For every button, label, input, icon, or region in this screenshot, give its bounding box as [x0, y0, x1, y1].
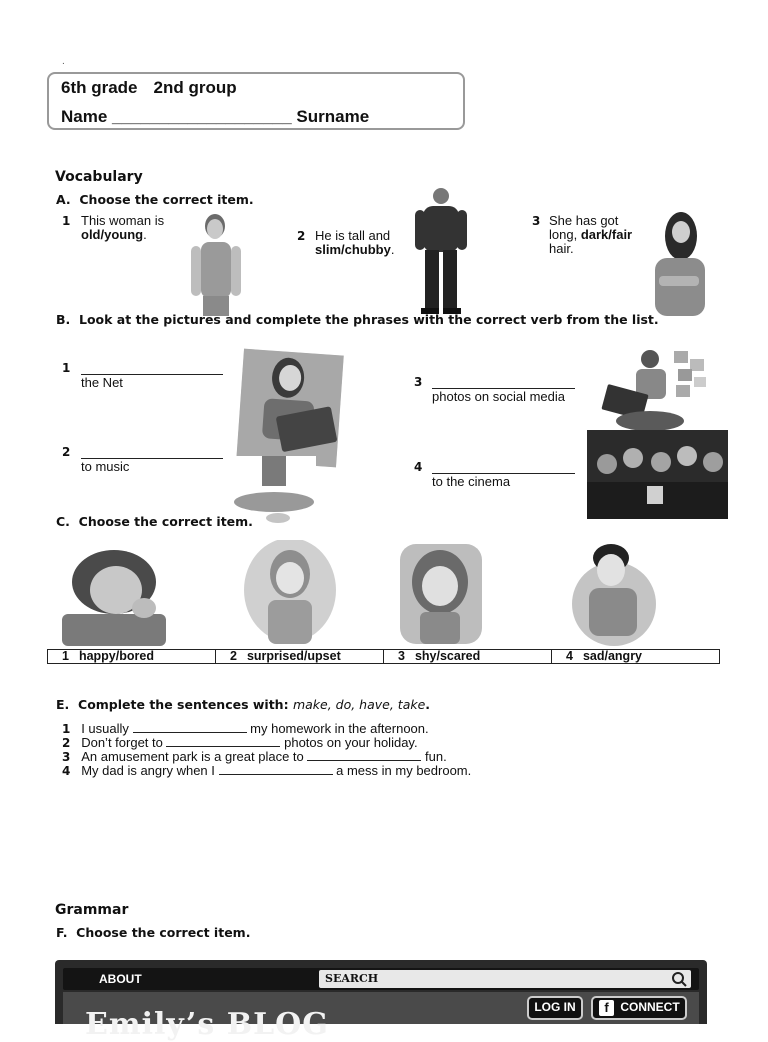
blog-title: Emily’s BLOG [85, 1007, 329, 1042]
task-a-instruction [56, 192, 254, 207]
c-option-4-num: 4 [566, 649, 573, 663]
scared-girl-illustration [398, 542, 484, 646]
a-item-3-line2-pre: long, [549, 227, 581, 242]
e-sentence-2-blank[interactable] [166, 734, 280, 747]
e-sentence-3-blank[interactable] [307, 748, 421, 761]
a-item-2-choice[interactable]: slim/chubby [315, 242, 391, 257]
cinema-audience-photo [587, 430, 728, 519]
c-options-table [47, 649, 720, 664]
group-label: 2nd group [153, 78, 237, 97]
grammar-heading: Grammar [55, 902, 129, 918]
e-sentence-4-blank[interactable] [219, 762, 333, 775]
a-item-2-line1: He is tall and [315, 228, 391, 243]
c-option-3-num: 3 [398, 649, 405, 663]
task-b-instruction [56, 312, 659, 327]
chubby-man-photo [413, 186, 469, 316]
b-item-1-blank[interactable] [81, 362, 223, 375]
student-info-box [47, 72, 465, 130]
blog-mockup [55, 960, 707, 1042]
task-e-words: make, do, have, take [292, 697, 426, 712]
a-item-1-num: 1 [62, 214, 71, 228]
a-item-1-period: . [143, 227, 147, 242]
c-option-1[interactable] [48, 650, 216, 663]
e-sentence-4 [62, 762, 471, 778]
blog-about-link[interactable]: ABOUT [99, 972, 142, 986]
name-blank[interactable]: ___________________ [112, 107, 292, 126]
a-item-2-period: . [390, 242, 395, 257]
a-item-3-choice[interactable]: dark/fair [580, 227, 633, 242]
task-a-letter: A. [56, 192, 71, 207]
task-b-letter: B. [56, 312, 71, 327]
name-line [61, 107, 369, 127]
search-icon[interactable] [671, 971, 687, 987]
b-item-4-phrase: to the cinema [432, 474, 511, 489]
dark-hair-woman-photo [647, 212, 709, 316]
c-option-3-text: shy/scared [414, 649, 481, 663]
task-b-text: Look at the pictures and complete the phrases with the correct verb from the list. [79, 312, 659, 327]
login-button[interactable]: LOG IN [527, 996, 583, 1020]
b-item-2-blank[interactable] [81, 446, 223, 459]
e-sentence-3-num: 3 [62, 750, 71, 764]
vocabulary-heading: Vocabulary [55, 169, 143, 185]
c-option-4-text: sad/angry [582, 649, 643, 663]
b-item-1-phrase: the Net [81, 375, 123, 390]
b-item-3-num: 3 [414, 375, 423, 389]
task-a-text: Choose the correct item. [79, 192, 254, 207]
e-sentence-1-before: I usually [81, 721, 129, 736]
a-item-3-text [549, 214, 649, 256]
a-item-1-choice[interactable]: old/young [81, 227, 144, 242]
name-label: Name [61, 107, 108, 126]
task-c-text: Choose the correct item. [78, 514, 253, 529]
task-c-letter: C. [56, 514, 70, 529]
young-woman-photo [187, 212, 245, 316]
grade-line [61, 78, 237, 98]
task-e-end: . [425, 697, 431, 712]
connect-label: CONNECT [620, 1000, 680, 1014]
stray-dot: . [62, 56, 65, 67]
e-sentence-1-after: my homework in the afternoon. [250, 721, 429, 736]
e-sentence-2-before: Don’t forget to [81, 735, 163, 750]
e-sentence-1-num: 1 [62, 722, 71, 736]
blog-topbar [63, 968, 699, 990]
angry-boy-illustration [567, 542, 661, 646]
task-e-instruction [56, 697, 430, 712]
e-sentence-3-before: An amusement park is a great place to [81, 749, 304, 764]
bored-girl-illustration [58, 548, 168, 646]
c-option-2[interactable] [216, 650, 384, 663]
a-item-3-num: 3 [532, 214, 541, 228]
task-f-text: Choose the correct item. [76, 925, 251, 940]
blog-search-bar[interactable] [319, 970, 691, 988]
a-item-3-line1: She has got [549, 213, 619, 228]
man-laptop-photos-photo [598, 345, 712, 441]
b-item-4-blank[interactable] [432, 461, 575, 474]
task-e-letter: E. [56, 697, 70, 712]
surname-label: Surname [296, 107, 370, 126]
c-option-1-num: 1 [62, 649, 69, 663]
c-option-2-num: 2 [230, 649, 237, 663]
task-c-instruction [56, 514, 253, 529]
c-option-2-text: surprised/upset [246, 649, 341, 663]
e-sentence-2-after: photos on your holiday. [284, 735, 418, 750]
c-option-3[interactable] [384, 650, 552, 663]
surprised-girl-illustration [236, 540, 344, 646]
b-item-2-num: 2 [62, 445, 71, 459]
task-f-instruction [56, 925, 250, 940]
b-item-3-phrase: photos on social media [432, 389, 565, 404]
girl-laptop-photo [236, 349, 344, 468]
a-item-3-line3: hair. [549, 241, 574, 256]
task-f-letter: F. [56, 925, 68, 940]
e-sentence-2-num: 2 [62, 736, 71, 750]
task-e-text: Complete the sentences with: [78, 697, 289, 712]
a-item-2-text [315, 229, 415, 257]
a-item-2-num: 2 [297, 229, 306, 243]
b-item-4-num: 4 [414, 460, 423, 474]
e-sentence-4-num: 4 [62, 764, 71, 778]
blog-banner [63, 992, 699, 1042]
b-item-1-num: 1 [62, 361, 71, 375]
connect-button[interactable] [591, 996, 687, 1020]
c-option-1-text: happy/bored [78, 649, 154, 663]
c-option-4[interactable] [552, 650, 719, 663]
b-item-3-blank[interactable] [432, 376, 575, 389]
a-item-1-text [81, 214, 181, 242]
a-item-1-line1: This woman is [81, 213, 165, 228]
facebook-icon: f [599, 1000, 614, 1016]
e-sentence-4-before: My dad is angry when I [81, 763, 215, 778]
e-sentence-1-blank[interactable] [133, 720, 247, 733]
b-item-2-phrase: to music [81, 459, 130, 474]
grade-label: 6th grade [61, 78, 138, 97]
blog-search-label: SEARCH [325, 972, 379, 985]
e-sentence-4-after: a mess in my bedroom. [336, 763, 472, 778]
e-sentence-3-after: fun. [425, 749, 447, 764]
